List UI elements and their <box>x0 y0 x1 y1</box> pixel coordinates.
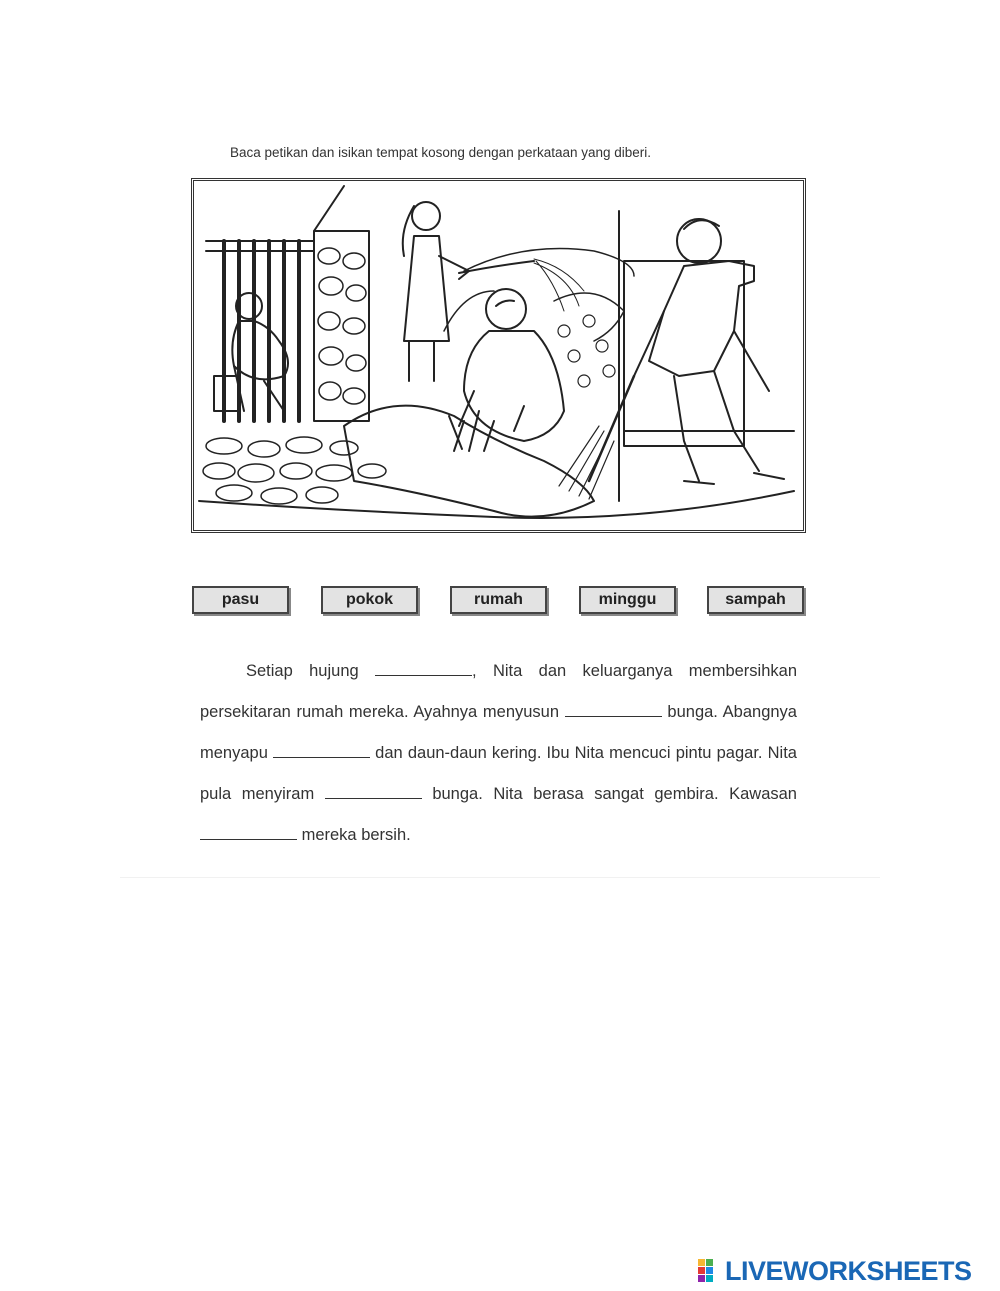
passage-text: bunga. Nita berasa sangat gembira. Kawasan <box>432 785 797 803</box>
word-bank <box>192 586 806 616</box>
answer-blank-3[interactable] <box>273 743 370 758</box>
word-option[interactable]: pasu <box>192 586 289 614</box>
family-cleaning-yard-illustration <box>194 181 803 530</box>
word-option[interactable]: minggu <box>579 586 676 614</box>
passage-text: dan daun-daun kering. Ibu Nita mencuci pintu pagar. Nita pula menyiram <box>200 744 797 803</box>
instruction-text: Baca petikan dan isikan tempat kosong dengan perkataan yang diberi. <box>230 145 652 160</box>
word-option[interactable]: rumah <box>450 586 547 614</box>
divider <box>120 877 880 878</box>
answer-blank-1[interactable] <box>375 661 472 676</box>
answer-blank-4[interactable] <box>325 784 422 799</box>
passage <box>200 651 797 856</box>
answer-blank-5[interactable] <box>200 825 297 840</box>
word-option[interactable]: pokok <box>321 586 418 614</box>
passage-text: mereka bersih. <box>301 826 411 844</box>
brand-name: LIVEWORKSHEETS <box>725 1255 972 1286</box>
answer-blank-2[interactable] <box>565 702 662 717</box>
word-option[interactable]: sampah <box>707 586 804 614</box>
liveworksheets-brand[interactable] <box>697 1255 972 1287</box>
liveworksheets-logo-icon <box>697 1258 721 1284</box>
passage-text: Setiap hujung <box>246 662 359 680</box>
passage-text: , Nita dan keluarganya membersihkan persekitaran rumah mereka. Ayahnya menyusun <box>200 662 797 721</box>
illustration-frame <box>191 178 806 533</box>
passage-text: bunga. Abangnya menyapu <box>200 703 797 762</box>
